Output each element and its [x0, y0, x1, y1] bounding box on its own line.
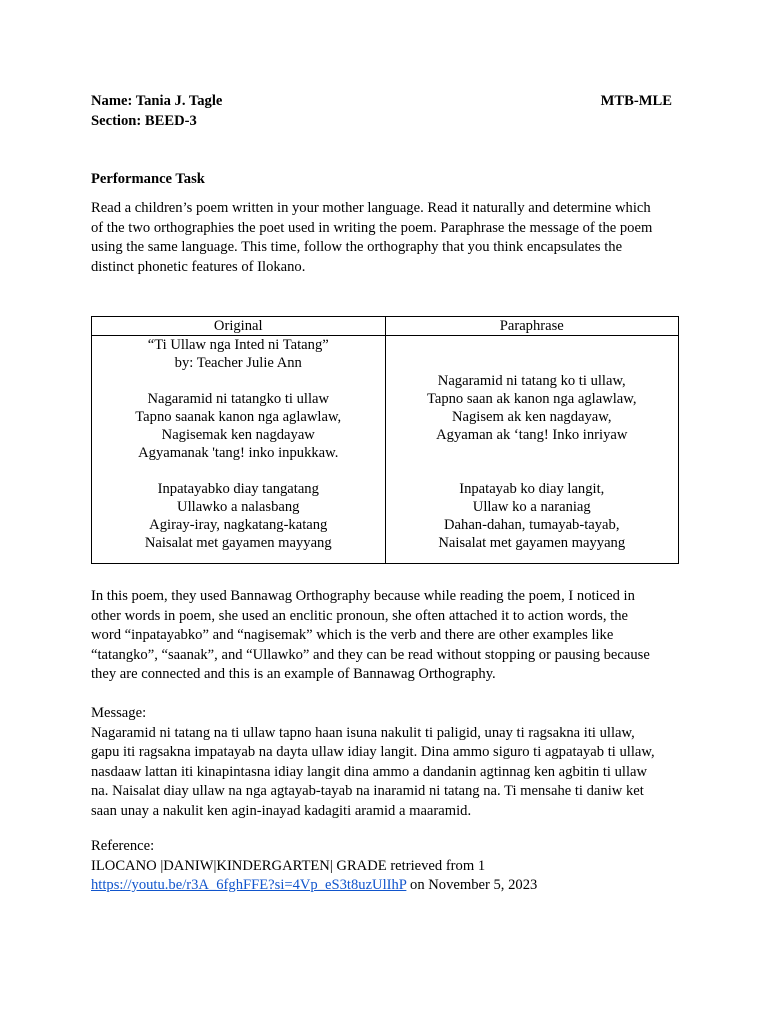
- poem-line: Nagisemak ken nagdayaw: [161, 427, 315, 443]
- student-name: Name: Tania J. Tagle: [91, 93, 223, 109]
- analysis-paragraph: [91, 587, 683, 685]
- message-line: nasdaaw lattan iti kinapintasna idiay langit dina ammo a dandanin agtinnag ken agbitin ti ullaw: [91, 763, 648, 780]
- subject-label: MTB-MLE: [600, 93, 672, 109]
- instruction-line: using the same language. This time, follow the orthography that you think encapsulates the: [91, 239, 623, 255]
- analysis-line: In this poem, they used Bannawag Orthography because while reading the poem, I noticed in: [91, 588, 635, 604]
- instruction-line: Read a children’s poem written in your mother language. Read it naturally and determine which: [91, 200, 651, 216]
- message-line: na. Naisalat diay ullaw na nga agtayab-tayab na inaramid ni tatang na. Ti mensahe ti daniw ket: [91, 783, 644, 799]
- poem-line: Ullawko a nalasbang: [177, 499, 300, 515]
- column-header-original: Original: [92, 317, 386, 336]
- blank-line: [386, 336, 679, 354]
- message-line: gapu iti ragsakna impatayab na dayta ullaw idiay langit. Dina ammo siguro ti agpatayab ti ullaw,: [91, 744, 655, 760]
- instruction-line: of the two orthographies the poet used in writing the poem. Paraphrase the message of the poem: [91, 219, 653, 236]
- section-label: Section: BEED-3: [91, 113, 197, 129]
- paraphrase-line: Inpatayab ko diay langit,: [459, 481, 605, 497]
- poem-table: [91, 316, 679, 564]
- message-section: [91, 704, 683, 821]
- analysis-line: “tatangko”, “saanak”, and “Ullawko” and they can be read without stopping or pausing because: [91, 646, 650, 663]
- blank-line: [92, 372, 385, 390]
- instruction-line: distinct phonetic features of Ilokano.: [91, 258, 306, 275]
- paraphrase-line: Dahan-dahan, tumayab-tayab,: [444, 517, 620, 533]
- reference-section: [91, 837, 683, 896]
- paraphrase-line: Ullaw ko a naraniag: [472, 499, 591, 515]
- poem-line: Agiray-iray, nagkatang-katang: [149, 517, 328, 533]
- blank-line: [92, 462, 385, 480]
- message-line: saan unay a nakulit ken agin-inayad kadagiti aramid a maaramid.: [91, 802, 472, 819]
- task-title: Performance Task: [91, 171, 205, 187]
- message-line: Nagaramid ni tatang na ti ullaw tapno haan isuna nakulit ti paligid, unay ti ragsakna iti ullaw,: [91, 724, 635, 741]
- reference-date: on November 5, 2023: [406, 877, 538, 893]
- reference-link[interactable]: https://youtu.be/r3A_6fghFFE?si=4Vp_eS3t8uzUlIhP: [91, 877, 407, 893]
- reference-label: Reference:: [91, 838, 155, 854]
- paraphrase-line: Naisalat met gayamen mayyang: [438, 535, 626, 551]
- poem-author: by: Teacher Julie Ann: [174, 355, 302, 371]
- column-header-paraphrase: Paraphrase: [385, 317, 679, 336]
- paraphrase-poem-cell: [385, 336, 679, 564]
- blank-line: [386, 444, 679, 462]
- analysis-line: word “inpatayabko” and “nagisemak” which is the verb and there are other examples like: [91, 627, 614, 643]
- message-label: Message:: [91, 705, 147, 721]
- analysis-line: other words in poem, she used an enclitic pronoun, she often attached it to action words, the: [91, 607, 628, 624]
- paraphrase-line: Nagisem ak ken nagdayaw,: [451, 409, 612, 425]
- poem-line: Nagaramid ni tatangko ti ullaw: [147, 391, 330, 407]
- blank-line: [386, 354, 679, 372]
- poem-line: Tapno saanak kanon nga aglawlaw,: [135, 409, 342, 425]
- poem-line: Naisalat met gayamen mayyang: [144, 535, 332, 551]
- paraphrase-line: Tapno saan ak kanon nga aglawlaw,: [426, 391, 637, 407]
- paraphrase-line: Nagaramid ni tatang ko ti ullaw,: [437, 373, 626, 389]
- poem-title: “Ti Ullaw nga Inted ni Tatang”: [147, 337, 329, 353]
- paraphrase-line: Agyaman ak ‘tang! Inko inriyaw: [436, 427, 628, 443]
- reference-source: ILOCANO |DANIW|KINDERGARTEN| GRADE retrieved from 1: [91, 857, 486, 874]
- instructions-paragraph: [91, 199, 683, 277]
- poem-line: Agyamanak 'tang! inko inpukkaw.: [138, 445, 339, 461]
- reference-link-line: [91, 876, 683, 896]
- blank-line: [386, 462, 679, 480]
- poem-line: Inpatayabko diay tangatang: [157, 481, 319, 497]
- original-poem-cell: [92, 336, 386, 564]
- analysis-line: they are connected and this is an example of Bannawag Orthography.: [91, 666, 496, 682]
